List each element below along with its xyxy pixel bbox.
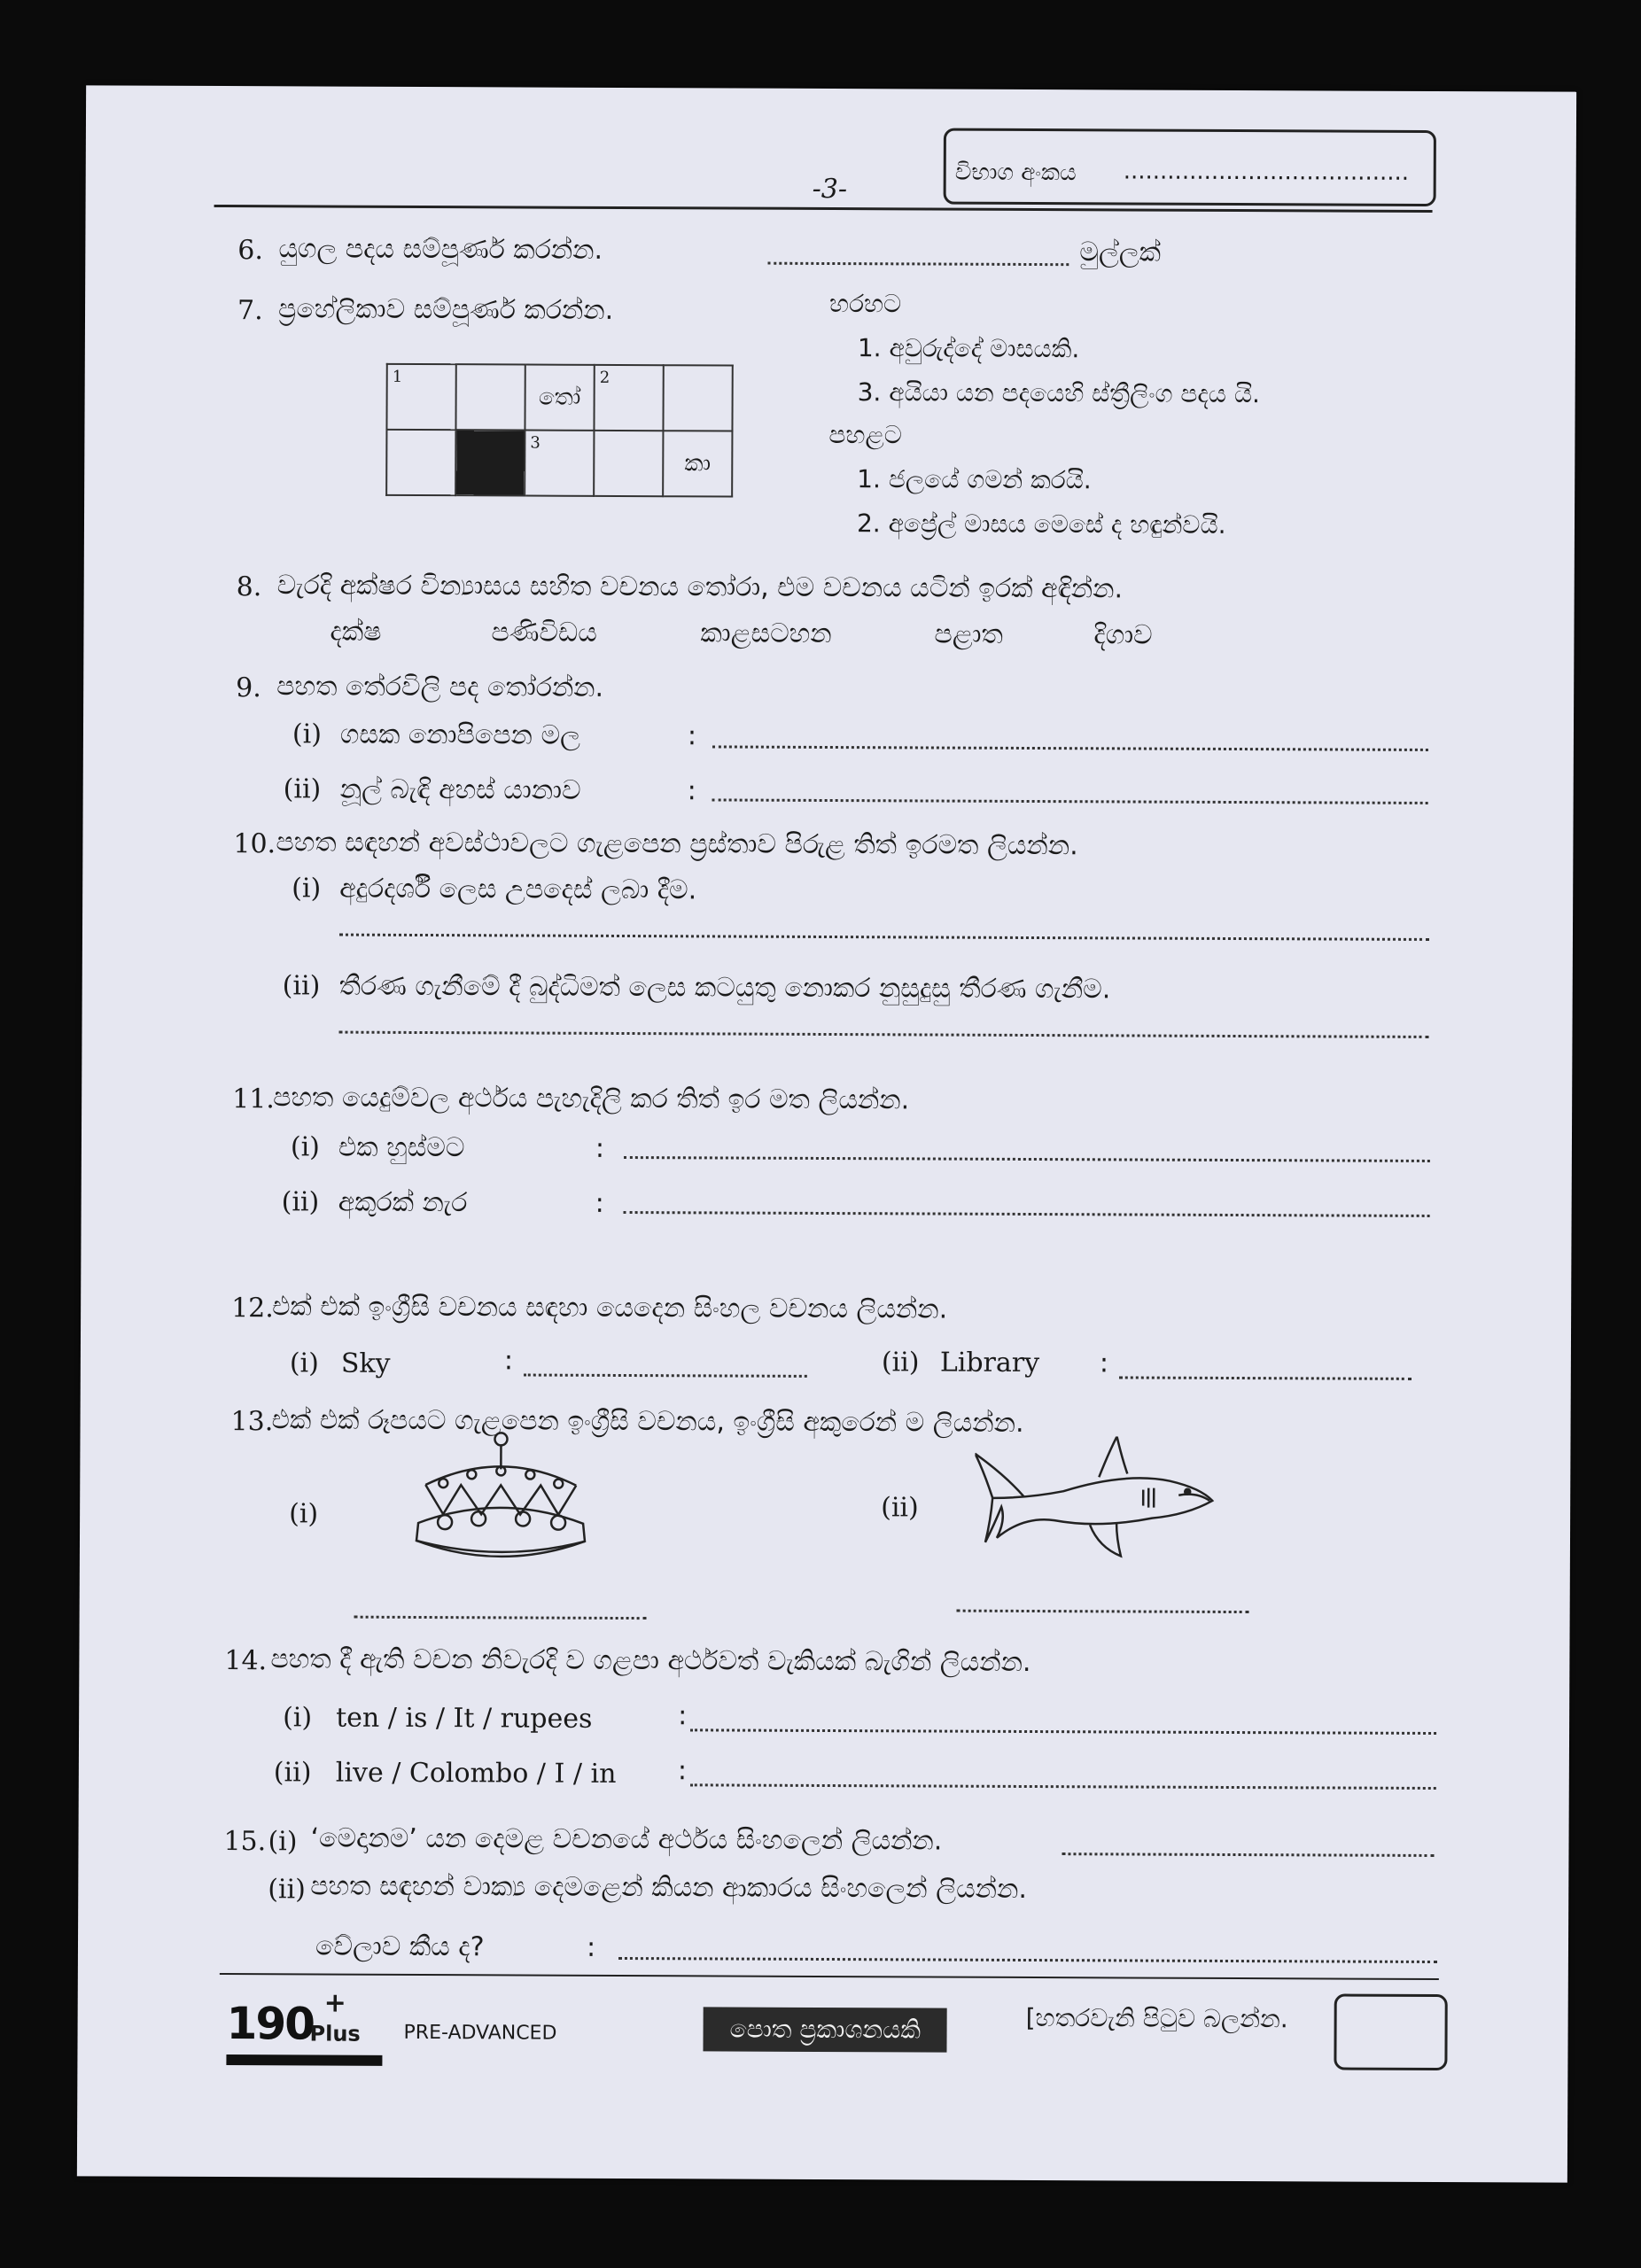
level-label: PRE-ADVANCED [403, 2021, 557, 2045]
q15-ii-colon: : [586, 1931, 596, 1963]
q9-ii-colon: : [687, 775, 696, 807]
q9-i-roman: (i) [292, 718, 323, 750]
q10-ii-answer-line[interactable] [338, 1031, 1428, 1038]
q7-down-title: පහළට [828, 420, 903, 450]
q11-ii-roman: (ii) [281, 1186, 320, 1218]
q8-word[interactable]: කාළසටහන [700, 617, 832, 650]
shark-icon [975, 1436, 1224, 1570]
q9-i-answer-line[interactable] [712, 745, 1428, 751]
q6-number: 6. [237, 235, 264, 267]
q7-number: 7. [237, 295, 263, 327]
q12-ii-word: Library [939, 1347, 1040, 1379]
exam-paper [77, 85, 1576, 2182]
q13-i-roman: (i) [289, 1498, 319, 1530]
q13-ii-roman: (ii) [881, 1492, 919, 1524]
q6-answer-line[interactable] [767, 262, 1069, 266]
crossword-cell[interactable] [663, 365, 732, 431]
q6-suffix: මුල්ලක් [1079, 237, 1162, 268]
crossword-cell[interactable]: 1 [386, 364, 455, 430]
q15-ii-text: පහත සඳහන් වාක්‍ය දෙමළෙන් කියන ආකාරය සිංහලෙන් ලියන්න. [310, 1870, 1028, 1905]
footer-rule [220, 1973, 1439, 1980]
q8-word[interactable]: පළාත [934, 618, 1003, 650]
q14-i-roman: (i) [283, 1702, 313, 1734]
q14-i-answer-line[interactable] [690, 1728, 1436, 1735]
q13-i-answer-line[interactable] [354, 1616, 647, 1619]
q9-number: 9. [236, 672, 261, 704]
q12-ii-colon: : [1099, 1348, 1109, 1379]
q11-number: 11. [232, 1084, 275, 1115]
q12-i-colon: : [503, 1345, 514, 1377]
q15-sentence: වේලාව කීය ද? [315, 1930, 485, 1963]
q10-ii-roman: (ii) [282, 970, 321, 1002]
q12-i-roman: (i) [289, 1348, 319, 1379]
q13-text: එක් එක් රූපයට ගැළපෙන ඉංග්‍රීසි වචනය, ඉංග්‍රීසි අකුරෙන් ම ලියන්න. [271, 1404, 1024, 1439]
q7-down-clue-1: 1. ජලයේ ගමන් කරයි. [857, 464, 1092, 495]
q10-text: පහත සඳහන් අවස්ථාවලට ගැළපෙන ප්‍රස්තාව පිරුළ තිත් ඉරමත ලියන්න. [276, 827, 1078, 862]
q9-ii-text: නූල් බැඳි අහස් යානාව [339, 773, 581, 806]
q14-ii-roman: (ii) [273, 1757, 312, 1789]
q8-text: වැරදි අක්ෂර වින්‍යාසය සහිත වචනය තෝරා, එම වචනය යටින් ඉරක් අඳින්න. [276, 570, 1124, 605]
q14-ii-colon: : [677, 1755, 688, 1787]
q11-ii-colon: : [595, 1187, 604, 1219]
q12-ii-roman: (ii) [881, 1347, 920, 1379]
q14-i-text: ten / is / It / rupees [336, 1702, 593, 1735]
q15-i-text: ‘මෙදානම’ යන දෙමළ වචනයේ අර්ථය සිංහලෙන් ලියන්න. [310, 1822, 943, 1857]
q9-i-text: ගසක නොපිපෙන මල [339, 718, 581, 751]
q7-across-title: හරහට [829, 289, 902, 319]
q7-down-clue-2: 2. අප්‍රේල් මාසය මෙසේ ද හඳුන්වයි. [856, 509, 1226, 540]
q8-word[interactable]: දිගාව [1093, 619, 1153, 651]
index-number-label: විභාග අංකය [954, 159, 1077, 187]
q7-across-clue-3: 3. අයියා යන පදයෙහි ස්ත්‍රීලිංග පදය යි. [857, 377, 1260, 409]
crossword-cell: කා [663, 431, 732, 496]
q12-ii-answer-line[interactable] [1119, 1376, 1412, 1379]
q7-text: ප්‍රහේලිකාව සම්පූර්ණ කරන්න. [277, 293, 614, 326]
crossword-cell[interactable] [455, 364, 525, 430]
index-number-dots: ....................................... [1123, 158, 1410, 186]
q8-word[interactable]: දක්ෂ [330, 616, 382, 648]
q12-i-word: Sky [340, 1348, 391, 1379]
q14-number: 14. [224, 1645, 268, 1677]
q13-ii-answer-line[interactable] [957, 1610, 1249, 1613]
q12-i-answer-line[interactable] [524, 1374, 807, 1378]
q15-number: 15. [223, 1826, 267, 1858]
crossword-cell[interactable]: 2 [594, 365, 663, 431]
plus-icon: + [323, 1987, 346, 2019]
q9-ii-answer-line[interactable] [712, 798, 1428, 804]
page-number: -3- [812, 173, 848, 206]
crossword-cell[interactable] [386, 430, 455, 495]
q10-i-text: අදුරදර්ශී ලෙස උපදෙස් ලබා දීම. [339, 873, 697, 906]
crown-icon [408, 1430, 595, 1564]
q6-text: යුගල පදය සම්පූර්ණ කරන්න. [278, 233, 603, 266]
q12-number: 12. [231, 1293, 274, 1324]
marks-box[interactable] [1334, 1994, 1447, 2071]
q15-ii-roman: (ii) [268, 1874, 306, 1906]
q8-number: 8. [236, 571, 262, 603]
q15-ii-answer-line[interactable] [618, 1957, 1437, 1963]
logo-tagline-bar [226, 2054, 382, 2066]
q14-ii-answer-line[interactable] [690, 1783, 1436, 1790]
q11-i-roman: (i) [290, 1131, 321, 1163]
q11-ii-answer-line[interactable] [624, 1211, 1430, 1217]
publisher-logo: 190 Plus + [226, 1991, 385, 2071]
index-number-box [944, 128, 1436, 206]
q13-number: 13. [230, 1406, 274, 1438]
crossword-cell[interactable] [594, 431, 663, 496]
q14-ii-text: live / Colombo / I / in [335, 1757, 617, 1790]
q9-i-colon: : [687, 720, 697, 752]
crossword-black-cell [455, 430, 525, 495]
q9-ii-roman: (ii) [283, 773, 322, 805]
q14-text: පහත දී ඇති වචන නිවැරදි ව ගළපා අර්ථවත් වැකියක් බැගින් ලියන්න. [270, 1643, 1031, 1679]
q9-text: පහත තේරවිලි පද තෝරන්න. [276, 671, 604, 703]
q10-number: 10. [233, 828, 276, 860]
q11-i-colon: : [595, 1132, 605, 1164]
q10-i-answer-line[interactable] [339, 934, 1429, 941]
q11-ii-text: අකුරක් නැර [338, 1186, 468, 1219]
next-page-note: [හතරවැනි පිටුව බලන්න. [1025, 2002, 1288, 2034]
publication-badge: පොත ප්‍රකාශනයකි [703, 2007, 947, 2052]
q11-text: පහත යෙදුම්වල අර්ථය පැහැදිලි කර තිත් ඉර මත ලියන්න. [273, 1082, 910, 1116]
q7-across-clue-1: 1. අවුරුද්දේ මාසයකි. [857, 333, 1080, 364]
q10-i-roman: (i) [292, 873, 322, 905]
q11-i-answer-line[interactable] [624, 1156, 1430, 1162]
q14-i-colon: : [678, 1700, 688, 1732]
header-rule [214, 205, 1433, 213]
q11-i-text: එක හුස්මට [338, 1131, 465, 1164]
crossword-grid [385, 363, 734, 498]
crossword-cell[interactable]: 3 [525, 431, 594, 496]
crossword-cell: තෝ [525, 365, 594, 431]
q10-ii-text: තීරණ ගැනීමේ දී බුද්ධිමත් ලෙස කටයුතු නොකර නුසුදුසු තීරණ ගැනීම. [338, 970, 1111, 1006]
q15-i-answer-line[interactable] [1062, 1852, 1434, 1857]
q15-i-roman: (i) [268, 1826, 298, 1858]
q12-text: එක් එක් ඉංග්‍රීසි වචනය සඳහා යෙදෙන සිංහල වචනය ලියන්න. [272, 1291, 948, 1325]
q8-word[interactable]: පණිවිඩය [491, 617, 597, 649]
